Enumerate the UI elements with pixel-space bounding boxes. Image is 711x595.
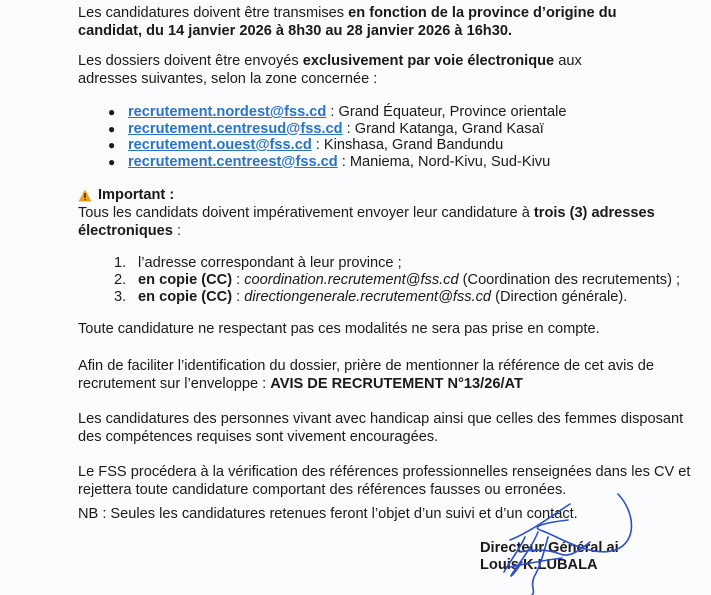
list-item: ● recrutement.ouest@fss.cd : Kinshasa, Grand Bandundu xyxy=(108,137,504,153)
list-item: ● recrutement.centreest@fss.cd : Maniema, Nord-Kivu, Sud-Kivu xyxy=(108,153,551,170)
bullet-icon: ● xyxy=(108,105,116,119)
reference-paragraph: Afin de faciliter l’identification du dossier, prière de mentionner la référence de cet avis de recrutement sur l’enveloppe : AVIS DE RECRUTEMENT N°13/26/AT xyxy=(78,358,654,392)
email-link-centreest[interactable]: recrutement.centreest@fss.cd xyxy=(128,153,338,170)
email-link-ouest[interactable]: recrutement.ouest@fss.cd xyxy=(128,137,312,153)
list-item: 2. en copie (CC) : coordination.recrutement@fss.cd (Coordination des recrutements) ; xyxy=(114,272,681,288)
important-notice xyxy=(78,186,678,240)
verification-paragraph: Le FSS procédera à la vérification des références professionnelles renseignées dans les CV et rejettera toute candidature comportant des références fausses ou erronées. xyxy=(78,464,691,498)
bullet-icon: ● xyxy=(108,154,116,169)
submission-period-paragraph: Les candidatures doivent être transmises en fonction de la province d’origine du candidat, du 14 janvier 2026 à 8h30 au 28 janvier 2026 à 16h30. xyxy=(78,5,617,39)
electronic-submission-paragraph: Les dossiers doivent être envoyés exclusivement par voie électronique aux adresses suivantes, selon la zone concernée : xyxy=(78,53,582,87)
email-link-centresud[interactable]: recrutement.centresud@fss.cd xyxy=(128,120,343,137)
bullet-icon: ● xyxy=(108,138,116,152)
list-item: 1. l’adresse correspondant à leur province ; xyxy=(114,255,402,271)
email-address-list xyxy=(106,104,566,170)
nb-paragraph: NB : Seules les candidatures retenues feront l’objet d’un suivi et d’un contact. xyxy=(78,506,578,522)
bullet-icon: ● xyxy=(108,121,116,136)
email-link-nordest[interactable]: recrutement.nordest@fss.cd xyxy=(128,104,327,120)
rejection-paragraph: Toute candidature ne respectant pas ces modalités ne sera pas prise en compte. xyxy=(78,321,600,337)
important-text: Tous les candidats doivent impérativement envoyer leur candidature à trois (3) adresses électroniques : xyxy=(78,205,655,239)
handwritten-signature-icon xyxy=(450,492,640,595)
list-item: ● recrutement.centresud@fss.cd : Grand Katanga, Grand Kasaï xyxy=(108,120,544,137)
list-item: 3. en copie (CC) : directiongenerale.recrutement@fss.cd (Direction générale). xyxy=(114,289,628,305)
recipient-list xyxy=(114,255,680,306)
signatory-title: Directeur Général ai xyxy=(480,540,619,556)
cc-email-direction: directiongenerale.recrutement@fss.cd xyxy=(244,289,492,305)
reference-number: AVIS DE RECRUTEMENT N°13/26/AT xyxy=(270,376,523,392)
important-heading: Important : xyxy=(78,186,678,204)
cc-email-coordination: coordination.recrutement@fss.cd xyxy=(244,272,459,288)
encouragement-paragraph: Les candidatures des personnes vivant avec handicap ainsi que celles des femmes disposant des compétences requises sont vivement encouragées. xyxy=(78,411,684,445)
list-item: ● recrutement.nordest@fss.cd : Grand Équateur, Province orientale xyxy=(108,104,567,120)
warning-icon xyxy=(78,189,92,202)
signatory-name: Louis K.LUBALA xyxy=(480,557,598,573)
